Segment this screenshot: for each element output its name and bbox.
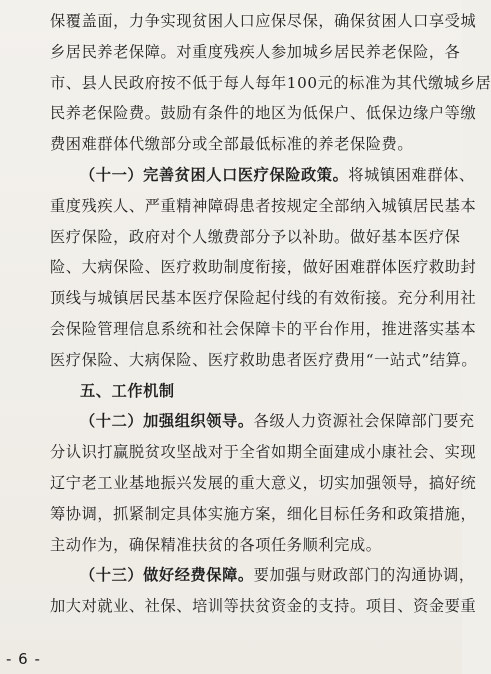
section-13-lead-text: 要加强与财政部门的沟通协调， xyxy=(253,566,475,585)
text-line: 保覆盖面，力争实现贫困人口应保尽保，确保贫困人口享受城 xyxy=(50,12,477,30)
text-line: 民养老保险费。鼓励有条件的地区为低保户、低保边缘户等缴 xyxy=(50,104,477,123)
section-12-first-line xyxy=(50,406,475,437)
text-line: 费困难群体代缴部分或全部最低标准的养老保险费。 xyxy=(50,135,414,154)
section-11-first-line xyxy=(50,160,475,191)
section-heading-work-mechanism: 五、工作机制 xyxy=(80,381,175,400)
text-line: 筹协调，抓紧制定具体实施方案，细化目标任务和政策措施， xyxy=(50,504,477,523)
section-12-lead-text: 各级人力资源社会保障部门要充 xyxy=(253,412,475,431)
page-number: - 6 - xyxy=(6,650,41,668)
section-12-title: （十二）加强组织领导。 xyxy=(80,412,254,431)
document-body xyxy=(50,6,491,622)
text-line: 重度残疾人、严重精神障碍患者按规定全部纳入城镇居民基本 xyxy=(50,196,477,215)
section-13-first-line xyxy=(50,560,475,591)
section-11-lead-text: 将城镇困难群体、 xyxy=(348,165,475,184)
text-line: 加大对就业、社保、培训等扶贫资金的支持。项目、资金要重 xyxy=(50,597,477,616)
text-line: 险、大病保险、医疗救助制度衔接，做好困难群体医疗救助封 xyxy=(50,258,477,277)
text-line: 辽宁老工业基地振兴发展的重大意义，切实加强领导，搞好统 xyxy=(50,473,477,492)
text-line: 医疗保险，政府对个人缴费部分予以补助。做好基本医疗保 xyxy=(50,227,461,246)
section-11-title: （十一）完善贫困人口医疗保险政策。 xyxy=(80,165,349,184)
text-line: 主动作为，确保精准扶贫的各项任务顺利完成。 xyxy=(50,535,382,554)
text-line: 乡居民养老保障。对重度残疾人参加城乡居民养老保险，各 xyxy=(50,42,461,61)
text-line: 医疗保险、大病保险、医疗救助患者医疗费用“一站式”结算。 xyxy=(50,350,478,369)
text-line: 分认识打赢脱贫攻坚战对于全省如期全面建成小康社会、实现 xyxy=(50,443,477,462)
section-13-title: （十三）做好经费保障。 xyxy=(80,566,254,585)
text-line: 市、县人民政府按不低于每人每年100元的标准为其代缴城乡居 xyxy=(50,73,491,92)
text-line: 顶线与城镇居民基本医疗保险起付线的有效衔接。充分利用社 xyxy=(50,289,477,308)
text-line: 会保险管理信息系统和社会保障卡的平台作用，推进落实基本 xyxy=(50,319,477,338)
